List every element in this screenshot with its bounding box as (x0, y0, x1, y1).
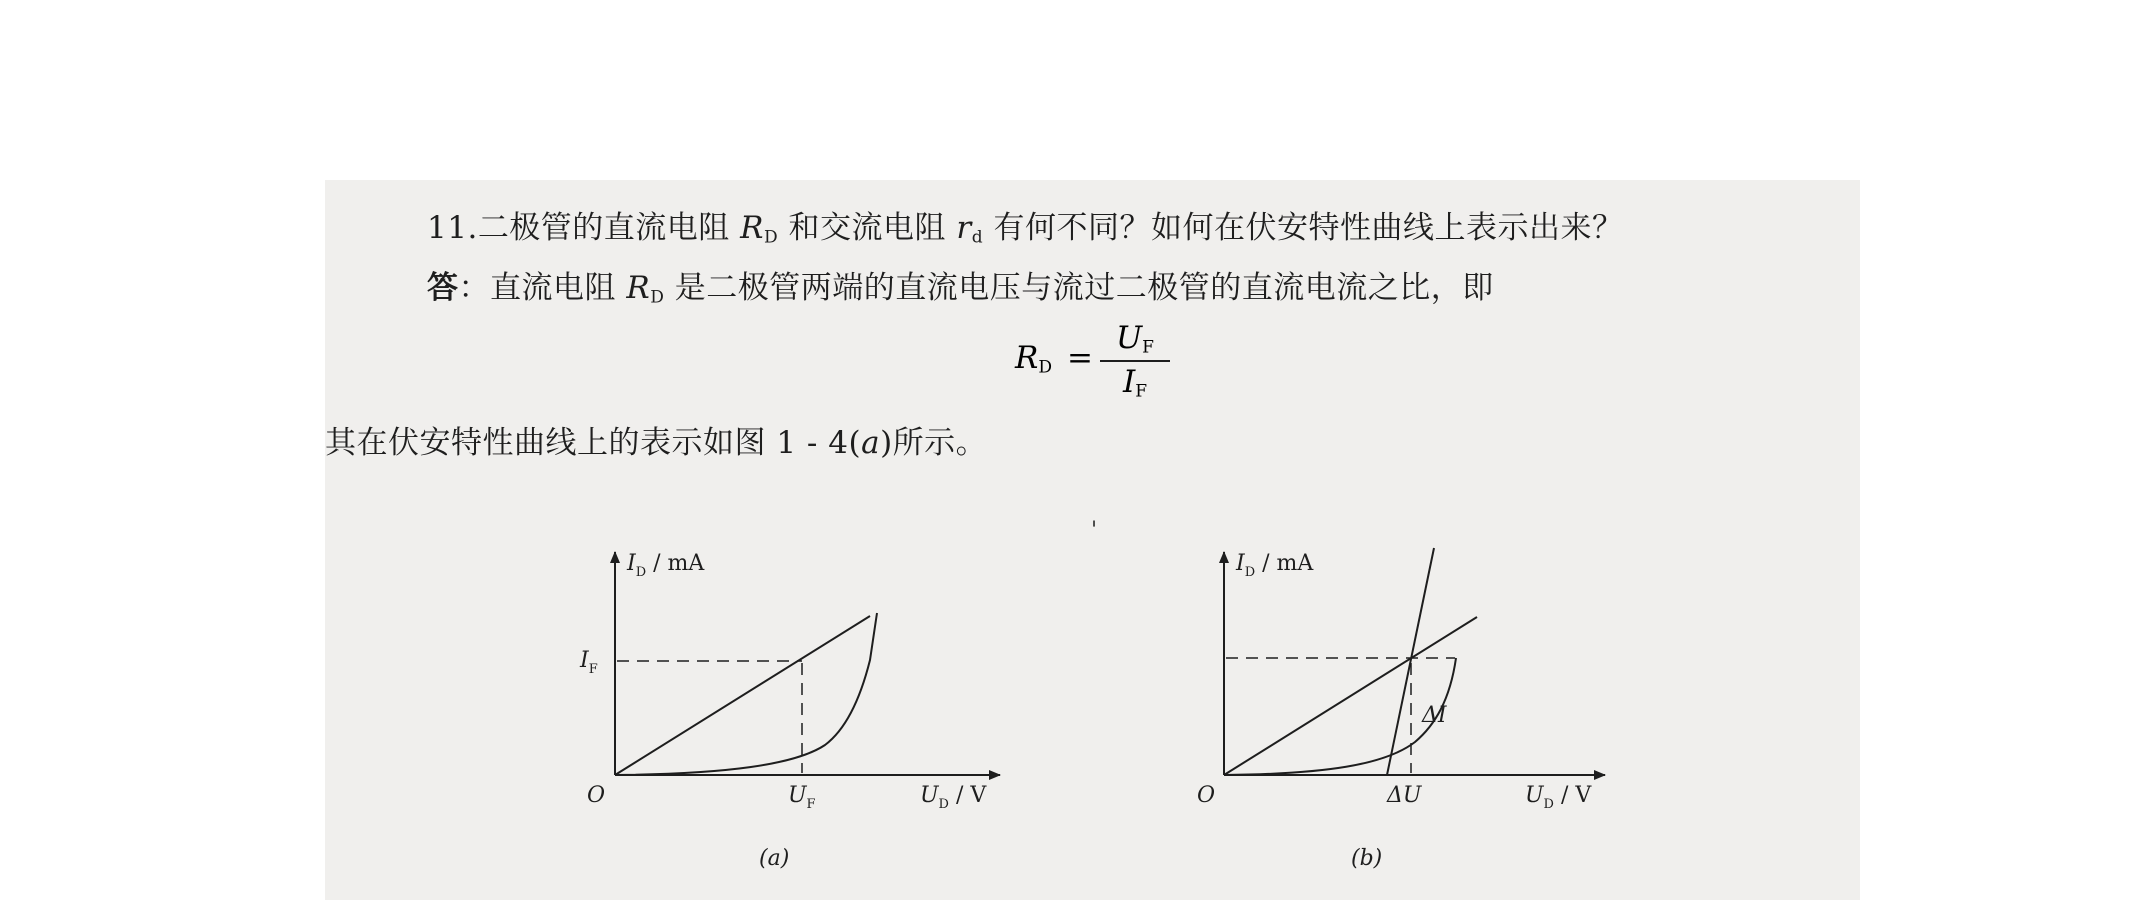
formula-lhs-sub: D (1038, 357, 1052, 378)
fig-a-y-sub: D (635, 565, 647, 580)
sentence-ref: a (861, 425, 881, 461)
question-text-1: 二极管的直流电阻 (477, 210, 741, 246)
formula-num-sub: F (1142, 337, 1154, 358)
formula-lhs-var: R (1015, 340, 1039, 376)
fig-a-x-axis-label (920, 783, 987, 812)
rd-sub: D (764, 227, 779, 248)
fig-b-origin-label: O (1197, 783, 1216, 808)
formula-den-var: I (1122, 364, 1136, 400)
fig-b-y-sub: D (1244, 565, 1256, 580)
fig-a-uf-sub: F (806, 797, 816, 812)
answer-var-sub: D (650, 287, 665, 308)
fig-a-if-var: I (580, 648, 589, 673)
stray-mark: ' (1091, 518, 1098, 543)
answer-text-1: ：直流电阻 (458, 270, 627, 306)
fig-b-dc-line (1224, 617, 1477, 775)
answer-text-2: 是二极管两端的直流电压与流过二极管的直流电流之比，即 (664, 270, 1494, 306)
figures-svg (325, 180, 1860, 900)
fig-b-delta-i-label: ΔI (1422, 703, 1447, 728)
question-text-2: 和交流电阻 (778, 210, 957, 246)
fig-b-y-var: I (1236, 551, 1245, 576)
fig-a-x-unit: / V (948, 783, 987, 808)
fig-a-x-sub: D (938, 797, 949, 812)
figure-b (1224, 548, 1605, 775)
fig-a-uf-label (788, 783, 816, 812)
fig-b-x-sub: D (1543, 797, 1554, 812)
fig-b-caption: (b) (1351, 846, 1383, 871)
formula-equals: = (1067, 340, 1093, 376)
fig-b-x-axis-label (1525, 783, 1592, 812)
answer-var: R (626, 270, 651, 306)
question-text-3: 有何不同？如何在伏安特性曲线上表示出来？ (983, 210, 1624, 246)
fig-a-if-label (579, 648, 598, 677)
formula-num-var: U (1116, 320, 1143, 356)
ra-var: r (956, 210, 972, 246)
question-number: 11. (427, 210, 478, 246)
scanned-page (325, 180, 1860, 900)
fig-b-y-unit: / mA (1255, 551, 1314, 576)
fig-a-y-var: I (627, 551, 636, 576)
fig-b-x-unit: / V (1553, 783, 1592, 808)
ra-sub: d (971, 227, 984, 248)
fig-a-origin-label: O (587, 783, 606, 808)
sentence-text-1: 其在伏安特性曲线上的表示如图 1 - 4( (325, 425, 862, 461)
formula-den-sub: F (1135, 381, 1148, 402)
fig-a-caption: (a) (759, 846, 790, 871)
rd-var: R (740, 210, 765, 246)
fig-a-y-unit: / mA (646, 551, 705, 576)
fig-b-delta-u-label: ΔU (1387, 783, 1422, 808)
fig-a-uf-var: U (788, 783, 807, 808)
fig-a-y-axis-label (626, 551, 705, 580)
fig-a-x-var: U (920, 783, 939, 808)
fig-b-x-var: U (1525, 783, 1544, 808)
figure-a (615, 552, 1000, 775)
fig-b-y-axis-label (1235, 551, 1314, 580)
fig-a-dc-line (615, 616, 870, 775)
fig-a-if-sub: F (588, 662, 598, 677)
answer-label: 答 (427, 270, 459, 306)
sentence-text-2: )所示。 (880, 425, 988, 461)
fig-b-tangent-line (1387, 548, 1434, 775)
